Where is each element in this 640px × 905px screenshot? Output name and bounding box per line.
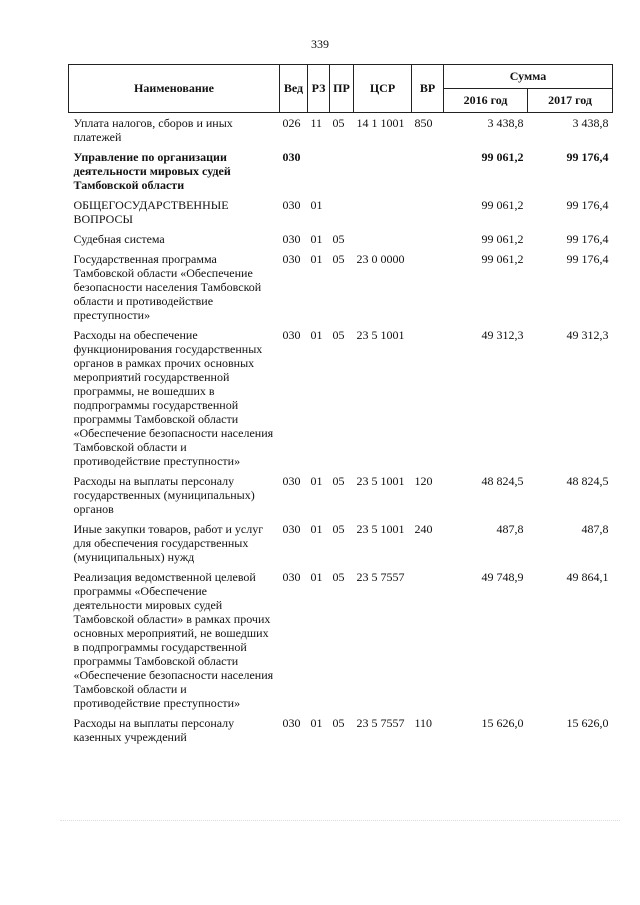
cell-name: Иные закупки товаров, работ и услуг для обеспечения государственных (муниципальных) нужд (73, 522, 264, 564)
cell-sum-2016: 99 061,2 (481, 150, 524, 164)
cell-pr: 05 (332, 522, 345, 536)
cell-sum-2017: 99 176,4 (566, 150, 609, 164)
table-row (69, 713, 613, 747)
cell-ved: 030 (282, 232, 301, 246)
cell-ved: 030 (282, 150, 301, 164)
cell-name: ОБЩЕГОСУДАРСТВЕННЫЕ ВОПРОСЫ (73, 198, 229, 226)
header-csr: ЦСР (354, 65, 412, 113)
cell-pr: 05 (332, 252, 345, 266)
header-vr: ВР (412, 65, 444, 113)
cell-rz: 01 (310, 716, 323, 730)
cell-ved: 030 (282, 716, 301, 730)
cell-pr: 05 (332, 474, 345, 488)
cell-sum-2017: 15 626,0 (566, 716, 609, 730)
cell-pr (330, 195, 354, 229)
cell-ved: 030 (282, 522, 301, 536)
cell-pr: 05 (332, 116, 345, 130)
page-number: 339 (311, 37, 329, 51)
table-row (69, 471, 613, 519)
cell-vr (412, 229, 444, 249)
cell-ved: 030 (282, 328, 301, 342)
cell-rz: 01 (310, 252, 323, 266)
cell-rz (308, 147, 330, 195)
table-body (69, 113, 613, 748)
table-row (69, 249, 613, 325)
cell-vr: 120 (414, 474, 433, 488)
cell-pr: 05 (332, 570, 345, 584)
cell-ved: 026 (282, 116, 301, 130)
cell-rz: 01 (310, 474, 323, 488)
cell-sum-2016: 487,8 (496, 522, 524, 536)
cell-pr (330, 147, 354, 195)
scan-artifact (60, 820, 620, 823)
cell-csr: 23 5 7557 (356, 570, 405, 584)
cell-pr: 05 (332, 232, 345, 246)
cell-sum-2017: 99 176,4 (566, 232, 609, 246)
cell-csr: 23 5 1001 (356, 474, 405, 488)
cell-vr: 110 (414, 716, 433, 730)
cell-name: Управление по организации деятельности мировых судей Тамбовской области (73, 150, 231, 192)
cell-vr: 240 (414, 522, 433, 536)
header-sum: Сумма (444, 65, 613, 89)
cell-sum-2017: 49 312,3 (566, 328, 609, 342)
cell-csr (354, 147, 412, 195)
cell-vr (412, 567, 444, 713)
cell-ved: 030 (282, 252, 301, 266)
cell-sum-2016: 99 061,2 (481, 232, 524, 246)
table-header (69, 65, 613, 113)
cell-csr: 23 5 1001 (356, 522, 405, 536)
cell-csr: 23 5 7557 (356, 716, 405, 730)
cell-ved: 030 (282, 198, 301, 212)
cell-vr (412, 195, 444, 229)
table-row (69, 147, 613, 195)
header-rz: РЗ (308, 65, 330, 113)
cell-sum-2016: 49 748,9 (481, 570, 524, 584)
header-ved: Вед (280, 65, 308, 113)
cell-rz: 01 (310, 328, 323, 342)
header-year-2016: 2016 год (444, 89, 528, 113)
header-name: Наименование (69, 65, 280, 113)
budget-table (68, 64, 613, 747)
header-pr: ПР (330, 65, 354, 113)
cell-name: Государственная программа Тамбовской области «Обеспечение безопасности населения Тамбовской области и противодействие преступности» (73, 252, 262, 322)
cell-sum-2016: 99 061,2 (481, 198, 524, 212)
cell-name: Уплата налогов, сборов и иных платежей (73, 116, 233, 144)
table-row (69, 195, 613, 229)
cell-rz: 01 (310, 198, 323, 212)
cell-sum-2016: 99 061,2 (481, 252, 524, 266)
cell-pr: 05 (332, 716, 345, 730)
cell-sum-2016: 15 626,0 (481, 716, 524, 730)
cell-name: Судебная система (73, 232, 165, 246)
cell-sum-2017: 49 864,1 (566, 570, 609, 584)
table-row (69, 229, 613, 249)
cell-vr: 850 (414, 116, 433, 130)
table-row (69, 567, 613, 713)
cell-name: Расходы на выплаты персоналу государственных (муниципальных) органов (73, 474, 255, 516)
header-year-2017: 2017 год (528, 89, 613, 113)
cell-sum-2017: 487,8 (581, 522, 609, 536)
cell-sum-2017: 3 438,8 (572, 116, 609, 130)
table-row (69, 113, 613, 148)
cell-ved: 030 (282, 570, 301, 584)
cell-sum-2017: 48 824,5 (566, 474, 609, 488)
cell-name: Реализация ведомственной целевой программы «Обеспечение деятельности мировых судей Тамбовской области» в рамках прочих основных мероприятий, не вошедших в подпрограммы государственной программы Тамбовской области «Обеспечение безопасности населения Тамбовской области и противодействие преступности» (73, 570, 274, 710)
cell-vr (412, 147, 444, 195)
cell-rz: 11 (310, 116, 323, 130)
cell-rz: 01 (310, 522, 323, 536)
cell-vr (412, 249, 444, 325)
cell-sum-2016: 3 438,8 (487, 116, 524, 130)
table-row (69, 325, 613, 471)
cell-vr (412, 325, 444, 471)
cell-csr (354, 229, 412, 249)
table-row (69, 519, 613, 567)
cell-csr (354, 195, 412, 229)
cell-csr: 14 1 1001 (356, 116, 405, 130)
cell-rz: 01 (310, 570, 323, 584)
cell-name: Расходы на выплаты персоналу казенных учреждений (73, 716, 235, 744)
cell-sum-2017: 99 176,4 (566, 252, 609, 266)
cell-name: Расходы на обеспечение функционирования государственных органов в рамках прочих основных мероприятий государственной программы, не вошедших в подпрограммы государственной программы Тамбовской области «Обеспечение безопасности населения Тамбовской области и противодействие преступности» (73, 328, 274, 468)
cell-csr: 23 5 1001 (356, 328, 405, 342)
cell-sum-2016: 48 824,5 (481, 474, 524, 488)
cell-rz: 01 (310, 232, 323, 246)
cell-pr: 05 (332, 328, 345, 342)
cell-sum-2016: 49 312,3 (481, 328, 524, 342)
cell-sum-2017: 99 176,4 (566, 198, 609, 212)
cell-csr: 23 0 0000 (356, 252, 405, 266)
cell-ved: 030 (282, 474, 301, 488)
